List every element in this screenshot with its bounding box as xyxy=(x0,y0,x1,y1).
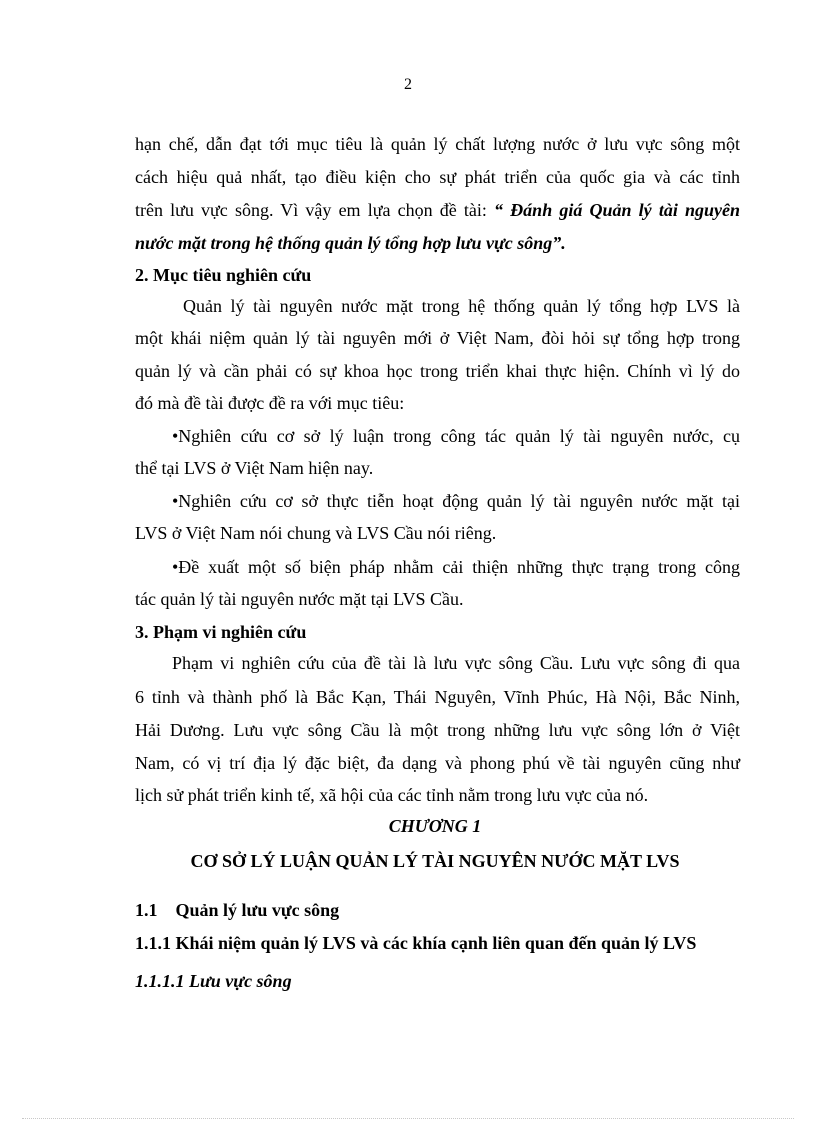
bullet-item-cont: thể tại LVS ở Việt Nam hiện nay. xyxy=(135,458,374,478)
body-line: lịch sử phát triển kinh tế, xã hội của các tỉnh nằm trong lưu vực của nó. xyxy=(135,785,649,805)
thesis-title: nước mặt trong hệ thống quản lý tổng hợp lưu vực sông”. xyxy=(135,233,566,253)
page-bottom-divider xyxy=(22,1118,794,1119)
chapter-title: CƠ SỞ LÝ LUẬN QUẢN LÝ TÀI NGUYÊN NƯỚC MẶT LVS xyxy=(190,851,680,871)
bullet-item-cont: tác quản lý tài nguyên nước mặt tại LVS Cầu. xyxy=(135,589,464,609)
body-line: Nam, có vị trí địa lý đặc biệt, đa dạng và phong phú về tài nguyên cũng như xyxy=(135,753,740,773)
bullet-item: •Nghiên cứu cơ sở thực tiễn hoạt động quản lý tài nguyên nước mặt tại xyxy=(172,491,740,511)
section-heading: 3. Phạm vi nghiên cứu xyxy=(135,622,307,642)
bullet-item: •Đề xuất một số biện pháp nhằm cải thiện những thực trạng trong công xyxy=(172,557,740,577)
subsubsection-heading: 1.1.1.1 Lưu vực sông xyxy=(135,971,292,991)
body-line xyxy=(135,199,740,221)
subsection-heading: 1.1 Quản lý lưu vực sông xyxy=(135,900,340,920)
body-line: đó mà đề tài được đề ra với mục tiêu: xyxy=(135,393,405,413)
body-line: một khái niệm quản lý tài nguyên mới ở Việt Nam, đòi hỏi sự tổng hợp trong xyxy=(135,328,740,348)
thesis-title: “ Đánh giá Quản lý tài nguyên xyxy=(494,200,740,220)
section-heading: 2. Mục tiêu nghiên cứu xyxy=(135,265,312,285)
body-line: 6 tỉnh và thành phố là Bắc Kạn, Thái Nguyên, Vĩnh Phúc, Hà Nội, Bắc Ninh, xyxy=(135,687,740,707)
chapter-label: CHƯƠNG 1 xyxy=(388,816,482,836)
body-line: quản lý và cần phải có sự khoa học trong triển khai thực hiện. Chính vì lý do xyxy=(135,361,740,381)
body-line: cách hiệu quả nhất, tạo điều kiện cho sự phát triển của quốc gia và các tỉnh xyxy=(135,167,740,187)
body-line: Hải Dương. Lưu vực sông Cầu là một trong những lưu vực sông lớn ở Việt xyxy=(135,720,740,740)
body-line: Phạm vi nghiên cứu của đề tài là lưu vực sông Cầu. Lưu vực sông đi qua xyxy=(172,653,740,673)
body-line: hạn chế, dẫn đạt tới mục tiêu là quản lý chất lượng nước ở lưu vực sông một xyxy=(135,134,740,154)
subsection-heading: 1.1.1 Khái niệm quản lý LVS và các khía cạnh liên quan đến quản lý LVS xyxy=(135,933,697,953)
bullet-item-cont: LVS ở Việt Nam nói chung và LVS Cầu nói riêng. xyxy=(135,523,497,543)
bullet-item: •Nghiên cứu cơ sở lý luận trong công tác quản lý tài nguyên nước, cụ xyxy=(172,426,740,446)
body-line: Quản lý tài nguyên nước mặt trong hệ thống quản lý tổng hợp LVS là xyxy=(183,296,740,316)
body-text: trên lưu vực sông. Vì vậy em lựa chọn đề tài: xyxy=(135,200,495,220)
page-number: 2 xyxy=(404,76,412,93)
